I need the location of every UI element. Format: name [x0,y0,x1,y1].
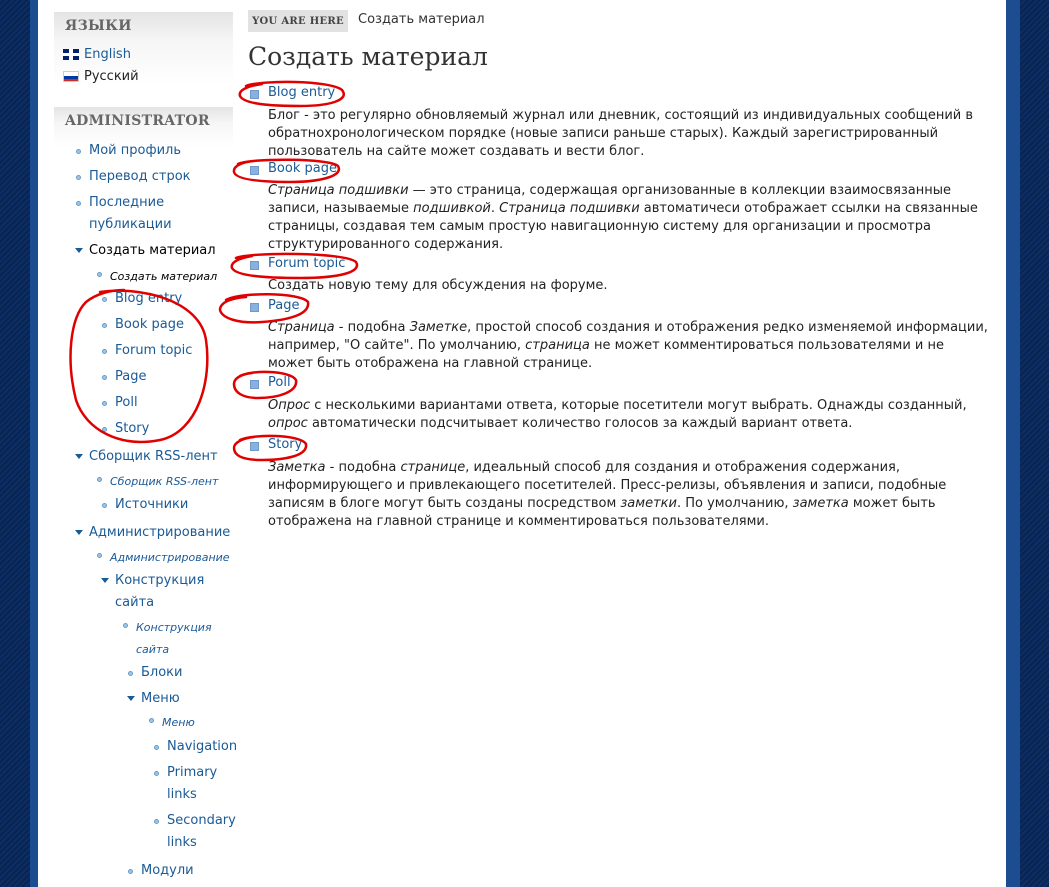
bullet-icon [76,149,81,154]
forum-topic-link[interactable]: Forum topic [268,256,346,271]
languages-block-title: ЯЗЫКИ [65,18,132,34]
expanded-arrow-icon [75,530,83,535]
breadcrumb-label: YOU ARE HERE [248,10,348,32]
language-english[interactable] [63,44,131,64]
blog-entry-link[interactable]: Blog entry [268,85,336,100]
nav-book-page[interactable]: Book page [115,314,184,336]
nav-blog-entry[interactable]: Blog entry [115,288,182,310]
nav-story[interactable]: Story [115,418,149,440]
content-type-forum [248,256,1008,293]
page-description: Страница - подобна Заметке, простой способ создания и отображения редко изменяемой информации, например, "О сайте". По умолчанию, страница не может комментироваться пользователями и не может быть отображена на главной странице. [268,320,988,371]
nav-primary-links[interactable]: Primary links [167,762,217,806]
bullet-icon [154,771,159,776]
nav-secondary-links[interactable]: Secondary links [167,810,236,854]
nav-blocks[interactable]: Блоки [141,662,182,684]
bullet-icon [76,175,81,180]
bullet-icon [102,401,107,406]
bullet-icon [154,819,159,824]
nav-poll[interactable]: Poll [115,392,138,414]
expanded-arrow-icon [101,578,109,583]
blog-entry-description: Блог - это регулярно обновляемый журнал или дневник, состоящий из индивидуальных сообщений в обратнохронологическом порядке (новые записи раньше старых). Каждый зарегистрированный пользователь на сайте может создавать и вести блог. [268,108,974,159]
nav-modules[interactable]: Модули [141,860,194,882]
bullet-icon [102,427,107,432]
nav-forum-topic[interactable]: Forum topic [115,340,192,362]
nav-administer[interactable]: Администрирование [89,522,230,544]
admin-block-title: ADMINISTRATOR [65,113,210,129]
content-type-poll [248,375,1008,431]
bullet-icon [149,718,154,723]
nav-create-content-sub[interactable]: Создать материал [110,266,217,288]
language-russian[interactable] [63,66,139,86]
story-description: Заметка - подобна странице, идеальный способ для создания и отображения содержания, информирующего и привлекающего посетителей. Пресс-релизы, объявления и записи, подобные записям в блоге могут быть созданы посредством заметки. По умолчанию, заметка может быть отображена на главной странице и комментироваться пользователями. [268,460,947,529]
nav-site-building-sub[interactable]: Конструкция сайта [136,617,212,661]
story-link[interactable]: Story [268,437,303,452]
bullet-icon [102,375,107,380]
book-page-link[interactable]: Book page [268,161,337,176]
bullet-icon [97,477,102,482]
square-bullet-icon [250,166,259,175]
page-border-left [30,0,38,887]
content-type-story [248,437,1008,529]
bullet-icon [102,349,107,354]
bullet-icon [97,553,102,558]
breadcrumb: Создать материал [358,12,485,27]
bullet-icon [102,323,107,328]
nav-translate[interactable]: Перевод строк [89,166,191,188]
expanded-arrow-icon [75,248,83,253]
bullet-icon [76,201,81,206]
uk-flag-icon [63,49,79,60]
content-type-book [248,161,1008,252]
square-bullet-icon [250,90,259,99]
nav-administer-sub[interactable]: Администрирование [110,547,230,569]
page-link[interactable]: Page [268,298,300,313]
nav-aggregator-sub[interactable]: Сборщик RSS-лент [110,471,218,493]
nav-menu[interactable]: Меню [141,688,180,710]
book-page-description: Страница подшивки — это страница, содержащая организованные в коллекции взаимосвязанные записи, называемые подшивкой. Страница подшивки автоматичеси отображает ссылки на связанные страницы, создавая тем самым простую навигационную систему для организации и просмотра структурированного содержания. [268,183,978,252]
nav-menu-sub[interactable]: Меню [162,712,195,734]
page-title: Создать материал [248,42,488,71]
russia-flag-icon [63,71,79,82]
bullet-icon [154,745,159,750]
bullet-icon [123,623,128,628]
nav-my-profile[interactable]: Мой профиль [89,140,181,162]
expanded-arrow-icon [75,454,83,459]
nav-navigation[interactable]: Navigation [167,736,237,758]
square-bullet-icon [250,303,259,312]
content-type-blog [248,85,1008,159]
bullet-icon [128,869,133,874]
nav-aggregator[interactable]: Сборщик RSS-лент [89,446,218,468]
square-bullet-icon [250,380,259,389]
bullet-icon [102,503,107,508]
nav-create-content[interactable]: Создать материал [89,240,216,262]
expanded-arrow-icon [127,696,135,701]
poll-link[interactable]: Poll [268,375,291,390]
nav-recent-posts[interactable]: Последние публикации [89,192,172,236]
square-bullet-icon [250,442,259,451]
poll-description: Опрос с несколькими вариантами ответа, которые посетители могут выбрать. Однажды созданный, опрос автоматически подсчитывает количество голосов за каждый вариант ответа. [268,398,967,431]
nav-sources[interactable]: Источники [115,494,188,516]
languages-block [54,12,233,87]
bullet-icon [97,272,102,277]
square-bullet-icon [250,261,259,270]
bullet-icon [128,671,133,676]
language-russian-label[interactable]: Русский [84,68,139,84]
page-border-right [1006,0,1020,887]
language-english-label[interactable]: English [84,46,131,62]
nav-site-building[interactable]: Конструкция сайта [115,570,204,614]
content-type-page [248,298,1008,371]
nav-page[interactable]: Page [115,366,146,388]
bullet-icon [102,297,107,302]
forum-topic-description: Создать новую тему для обсуждения на форуме. [268,278,608,293]
